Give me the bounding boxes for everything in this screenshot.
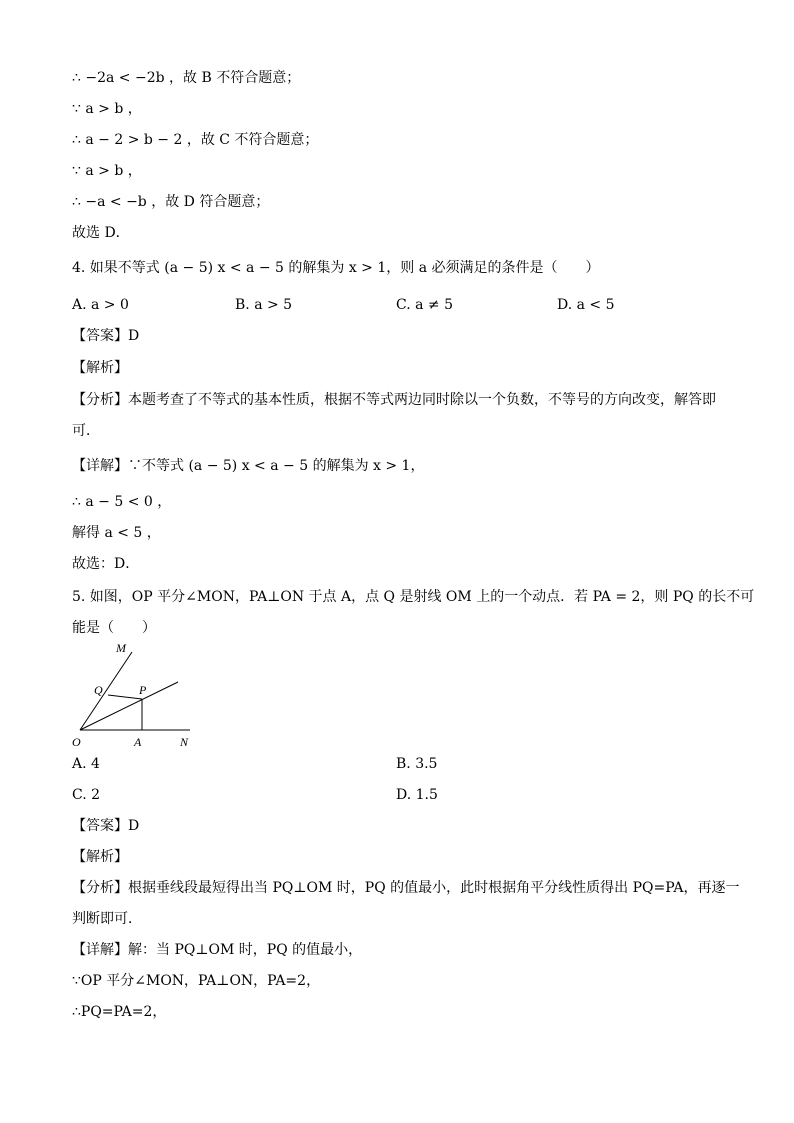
q5-detail-line-1: 【详解】解：当 PQ⊥OM 时，PQ 的值最小， bbox=[72, 942, 363, 958]
solution-line-3: ∴ a − 2 > b − 2 ，故 C 不符合题意； bbox=[72, 132, 319, 148]
q4-detail-line-4: 故选：D． bbox=[72, 556, 140, 572]
q4-option-b: B. a > 5 bbox=[235, 297, 293, 313]
q5-answer: 【答案】D bbox=[72, 818, 140, 834]
solution-line-6: 故选 D． bbox=[72, 225, 130, 241]
label-o: O bbox=[72, 735, 81, 749]
ray-om bbox=[80, 652, 132, 730]
q5-stem-line-2: 能是（ ） bbox=[72, 620, 156, 636]
q5-fenxi-line-1: 【分析】根据垂线段最短得出当 PQ⊥OM 时，PQ 的值最小，此时根据角平分线性质得出 PQ=PA，再逐一 bbox=[72, 880, 740, 896]
solution-line-2: ∵ a > b ， bbox=[72, 101, 142, 117]
q5-option-d: D. 1.5 bbox=[396, 787, 438, 803]
q5-detail-line-3: ∴PQ=PA=2， bbox=[72, 1004, 167, 1020]
q4-option-a: A. a > 0 bbox=[72, 297, 129, 313]
q4-detail-line-2: ∴ a − 5 < 0 ， bbox=[72, 494, 172, 510]
q4-analysis-heading: 【解析】 bbox=[72, 360, 128, 376]
geometry-figure bbox=[68, 640, 203, 752]
solution-line-4: ∵ a > b ， bbox=[72, 163, 142, 179]
segment-pq bbox=[108, 695, 142, 699]
q5-option-c: C. 2 bbox=[72, 787, 101, 803]
q4-option-c: C. a ≠ 5 bbox=[396, 297, 453, 313]
q4-fenxi-line-2: 可． bbox=[72, 423, 100, 439]
q4-fenxi-line-1: 【分析】本题考查了不等式的基本性质，根据不等式两边同时除以一个负数，不等号的方向改变，解答即 bbox=[72, 392, 716, 408]
label-m: M bbox=[116, 641, 126, 655]
q5-option-a: A. 4 bbox=[72, 756, 100, 772]
q4-option-d: D. a < 5 bbox=[557, 297, 615, 313]
label-n: N bbox=[180, 735, 189, 749]
q5-option-b: B. 3.5 bbox=[396, 756, 438, 772]
q4-detail-line-1: 【详解】∵不等式 (a − 5) x < a − 5 的解集为 x > 1， bbox=[72, 458, 425, 474]
q5-fenxi-line-2: 判断即可． bbox=[72, 911, 142, 927]
q4-answer: 【答案】D bbox=[72, 328, 140, 344]
label-p: P bbox=[139, 683, 147, 697]
solution-line-1: ∴ −2a < −2b ，故 B 不符合题意； bbox=[72, 70, 301, 86]
solution-line-5: ∴ −a < −b ，故 D 符合题意； bbox=[72, 194, 270, 210]
label-a: A bbox=[134, 735, 142, 749]
q5-analysis-heading: 【解析】 bbox=[72, 849, 128, 865]
q5-detail-line-2: ∵OP 平分∠MON，PA⊥ON，PA=2， bbox=[72, 973, 321, 989]
label-q: Q bbox=[94, 683, 103, 697]
q4-stem: 4. 如果不等式 (a − 5) x < a − 5 的解集为 x > 1，则 a 必须满足的条件是（ ） bbox=[72, 260, 600, 276]
q4-detail-line-3: 解得 a < 5 ， bbox=[72, 525, 161, 541]
q5-stem-line-1: 5. 如图，OP 平分∠MON，PA⊥ON 于点 A，点 Q 是射线 OM 上的一个动点．若 PA = 2，则 PQ 的长不可 bbox=[72, 589, 755, 605]
